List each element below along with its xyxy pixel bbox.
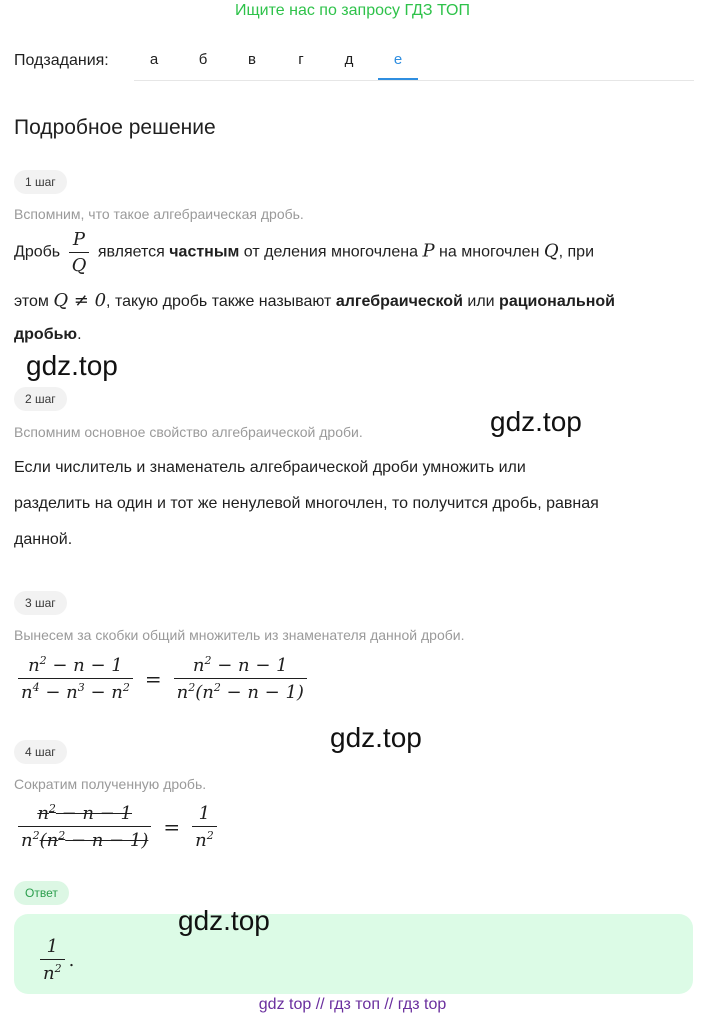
math-variable: P xyxy=(422,240,435,262)
footer-links: gdz top // гдз топ // гдз top xyxy=(258,996,447,1013)
step-hint: Вспомним, что такое алгебраическая дробь. xyxy=(14,206,304,222)
fraction-numerator: 1 xyxy=(198,802,211,824)
bold-term: частным xyxy=(169,243,240,261)
text-run: или xyxy=(467,293,495,310)
watermark: gdz.top xyxy=(490,406,582,437)
bold-term: алгебраической xyxy=(335,293,463,310)
fraction-denominator: $n^2(n^2 - n - 1)$ xyxy=(18,826,151,851)
fraction xyxy=(18,802,151,851)
equation xyxy=(14,802,221,851)
tab-v[interactable]: в xyxy=(248,51,256,68)
step-text-line: Если числитель и знаменатель алгебраической дроби умножить или xyxy=(14,459,526,476)
text-run: , при xyxy=(558,243,595,261)
bold-term: рациональной xyxy=(499,293,615,310)
fraction xyxy=(192,803,217,851)
step-badge: 1 шаг xyxy=(14,170,67,194)
text-run: на многочлен xyxy=(439,243,540,261)
page-title: Подробное решение xyxy=(14,116,216,139)
subtask-tabs xyxy=(134,50,694,81)
fraction-numerator: $n^2 - n - 1$ xyxy=(192,654,288,676)
tab-e[interactable]: е xyxy=(378,50,418,80)
step-text-line xyxy=(14,290,615,311)
fraction-denominator: Q xyxy=(69,252,90,276)
watermark: gdz.top xyxy=(330,722,422,753)
text-run: от деления многочлена xyxy=(243,243,419,261)
text-run: . xyxy=(77,326,82,343)
fraction xyxy=(18,654,133,703)
fraction-denominator: $n^4 - n^3 - n^2$ xyxy=(18,678,133,703)
subtask-selector xyxy=(14,50,694,84)
period: . xyxy=(68,949,75,971)
fraction xyxy=(40,936,65,984)
tab-g[interactable]: г xyxy=(298,51,304,68)
equals-sign: = xyxy=(144,666,162,691)
tab-d[interactable]: д xyxy=(344,51,354,68)
step-hint: Вспомним основное свойство алгебраической дроби. xyxy=(14,424,363,440)
tab-b[interactable]: б xyxy=(198,51,208,68)
step-text-line: данной. xyxy=(14,531,73,548)
fraction xyxy=(174,654,307,703)
step-hint: Сократим полученную дробь. xyxy=(14,776,207,792)
text-run: , такую дробь также называют xyxy=(106,293,332,310)
step-text-line xyxy=(14,229,594,276)
text-run: этом xyxy=(14,293,49,310)
step-badge: 3 шаг xyxy=(14,591,67,615)
answer-expression xyxy=(36,936,74,984)
fraction-numerator: $n^2 - n - 1$ xyxy=(37,802,133,824)
fraction-numerator: $n^2 - n - 1$ xyxy=(28,654,123,676)
step-hint: Вынесем за скобки общий множитель из знаменателя данной дроби. xyxy=(14,627,465,643)
fraction xyxy=(69,229,90,276)
bold-term: дробью xyxy=(14,326,78,343)
fraction-numerator: 1 xyxy=(46,936,59,957)
subtasks-label: Подзадания: xyxy=(14,52,109,69)
answer-badge: Ответ xyxy=(14,881,69,905)
promo-banner: Ищите нас по запросу ГДЗ ТОП xyxy=(235,2,470,19)
fraction-numerator: P xyxy=(72,229,86,250)
math-variable: Q xyxy=(543,240,559,262)
text-run: является xyxy=(97,243,165,261)
tab-a[interactable]: а xyxy=(149,51,159,68)
text-run: Дробь xyxy=(14,243,61,261)
fraction-denominator: $n^2$ xyxy=(40,959,65,984)
step-badge: 2 шаг xyxy=(14,387,67,411)
math-condition: Q ≠ 0 xyxy=(53,290,107,311)
step-text-line xyxy=(14,326,82,344)
watermark: gdz.top xyxy=(26,350,118,381)
step-text-line: разделить на один и тот же ненулевой многочлен, то получится дробь, равная xyxy=(14,495,599,512)
fraction-denominator: $n^2(n^2 - n - 1)$ xyxy=(174,678,307,703)
equals-sign: = xyxy=(163,814,181,839)
equation xyxy=(14,654,311,703)
answer-box xyxy=(14,914,693,994)
step-badge: 4 шаг xyxy=(14,740,67,764)
watermark: gdz.top xyxy=(178,905,270,936)
fraction-denominator: $n^2$ xyxy=(192,826,217,851)
